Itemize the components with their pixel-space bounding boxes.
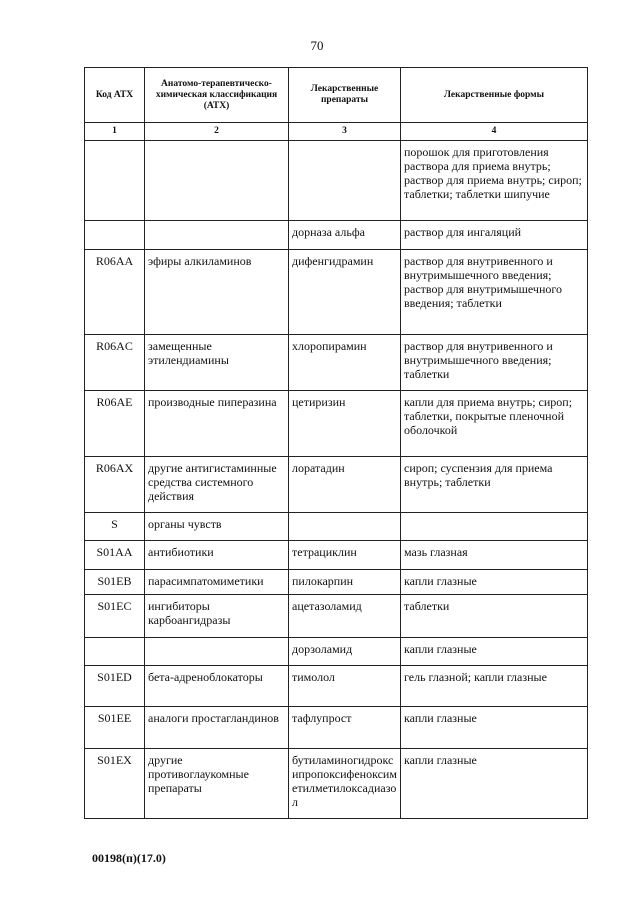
row-atx bbox=[145, 141, 289, 221]
row-drug: дифенгидрамин bbox=[289, 250, 401, 335]
row-code: S01EC bbox=[85, 595, 145, 638]
table-row bbox=[85, 391, 588, 457]
header-drug: Лекарственные препараты bbox=[289, 68, 401, 123]
table-row bbox=[85, 141, 588, 221]
row-forms: порошок для приготовления раствора для приема внутрь; раствор для приема внутрь; сироп; таблетки; таблетки шипучие bbox=[401, 141, 588, 221]
row-drug: цетиризин bbox=[289, 391, 401, 457]
table-row bbox=[85, 638, 588, 666]
table-row bbox=[85, 221, 588, 250]
row-forms: капли глазные bbox=[401, 570, 588, 595]
row-forms: капли глазные bbox=[401, 707, 588, 749]
table-header-row bbox=[85, 68, 588, 123]
column-number: 4 bbox=[401, 123, 588, 141]
row-drug: хлоропирамин bbox=[289, 335, 401, 391]
page-number: 70 bbox=[310, 38, 324, 53]
row-drug: тафлупрост bbox=[289, 707, 401, 749]
column-number: 2 bbox=[145, 123, 289, 141]
row-forms: капли глазные bbox=[401, 749, 588, 819]
table-row bbox=[85, 749, 588, 819]
row-forms: мазь глазная bbox=[401, 541, 588, 570]
row-atx: органы чувств bbox=[145, 513, 289, 541]
row-forms: таблетки bbox=[401, 595, 588, 638]
row-drug: ацетазоламид bbox=[289, 595, 401, 638]
row-drug: пилокарпин bbox=[289, 570, 401, 595]
row-forms bbox=[401, 513, 588, 541]
row-forms: гель глазной; капли глазные bbox=[401, 666, 588, 707]
table-row bbox=[85, 335, 588, 391]
row-atx: другие противоглаукомные препараты bbox=[145, 749, 289, 819]
row-code bbox=[85, 221, 145, 250]
row-atx: эфиры алкиламинов bbox=[145, 250, 289, 335]
table-row bbox=[85, 457, 588, 513]
row-atx: парасимпатомиметики bbox=[145, 570, 289, 595]
row-code: R06AA bbox=[85, 250, 145, 335]
header-forms: Лекарственные формы bbox=[401, 68, 588, 123]
row-drug: тимолол bbox=[289, 666, 401, 707]
row-code: R06AX bbox=[85, 457, 145, 513]
row-atx: бета-адреноблокаторы bbox=[145, 666, 289, 707]
row-forms: сироп; суспензия для приема внутрь; таблетки bbox=[401, 457, 588, 513]
row-code: R06AE bbox=[85, 391, 145, 457]
row-atx: производные пиперазина bbox=[145, 391, 289, 457]
row-atx: аналоги простагландинов bbox=[145, 707, 289, 749]
row-atx: ингибиторы карбоангидразы bbox=[145, 595, 289, 638]
row-atx: другие антигистаминные средства системного действия bbox=[145, 457, 289, 513]
row-code bbox=[85, 638, 145, 666]
document-code: 00198(п)(17.0) bbox=[92, 851, 166, 865]
row-forms: капли глазные bbox=[401, 638, 588, 666]
column-number: 1 bbox=[85, 123, 145, 141]
row-code: S01EX bbox=[85, 749, 145, 819]
row-code: S01EE bbox=[85, 707, 145, 749]
row-drug: тетрациклин bbox=[289, 541, 401, 570]
row-atx bbox=[145, 638, 289, 666]
row-code: S01ED bbox=[85, 666, 145, 707]
row-drug: лоратадин bbox=[289, 457, 401, 513]
row-forms: раствор для ингаляций bbox=[401, 221, 588, 250]
row-drug: дорназа альфа bbox=[289, 221, 401, 250]
atx-table bbox=[84, 67, 588, 819]
row-atx: антибиотики bbox=[145, 541, 289, 570]
row-code: R06AC bbox=[85, 335, 145, 391]
row-drug: бутиламиногидроксипропоксифеноксиметилметилоксадиазол bbox=[289, 749, 401, 819]
row-code: S01AA bbox=[85, 541, 145, 570]
table-row bbox=[85, 666, 588, 707]
row-code bbox=[85, 141, 145, 221]
row-atx: замещенные этилендиамины bbox=[145, 335, 289, 391]
column-number-row bbox=[85, 123, 588, 141]
header-code: Код АТХ bbox=[85, 68, 145, 123]
row-drug: дорзоламид bbox=[289, 638, 401, 666]
table-row bbox=[85, 595, 588, 638]
row-atx bbox=[145, 221, 289, 250]
header-atx: Анатомо-терапевтическо-химическая классификация (АТХ) bbox=[145, 68, 289, 123]
row-forms: раствор для внутривенного и внутримышечного введения; таблетки bbox=[401, 335, 588, 391]
table-row bbox=[85, 513, 588, 541]
row-code: S bbox=[85, 513, 145, 541]
table-row bbox=[85, 250, 588, 335]
row-code: S01EB bbox=[85, 570, 145, 595]
table-row bbox=[85, 541, 588, 570]
row-forms: капли для приема внутрь; сироп; таблетки, покрытые пленочной оболочкой bbox=[401, 391, 588, 457]
row-drug bbox=[289, 513, 401, 541]
table-row bbox=[85, 707, 588, 749]
column-number: 3 bbox=[289, 123, 401, 141]
row-forms: раствор для внутривенного и внутримышечного введения; раствор для внутримышечного введения; таблетки bbox=[401, 250, 588, 335]
table-row bbox=[85, 570, 588, 595]
row-drug bbox=[289, 141, 401, 221]
